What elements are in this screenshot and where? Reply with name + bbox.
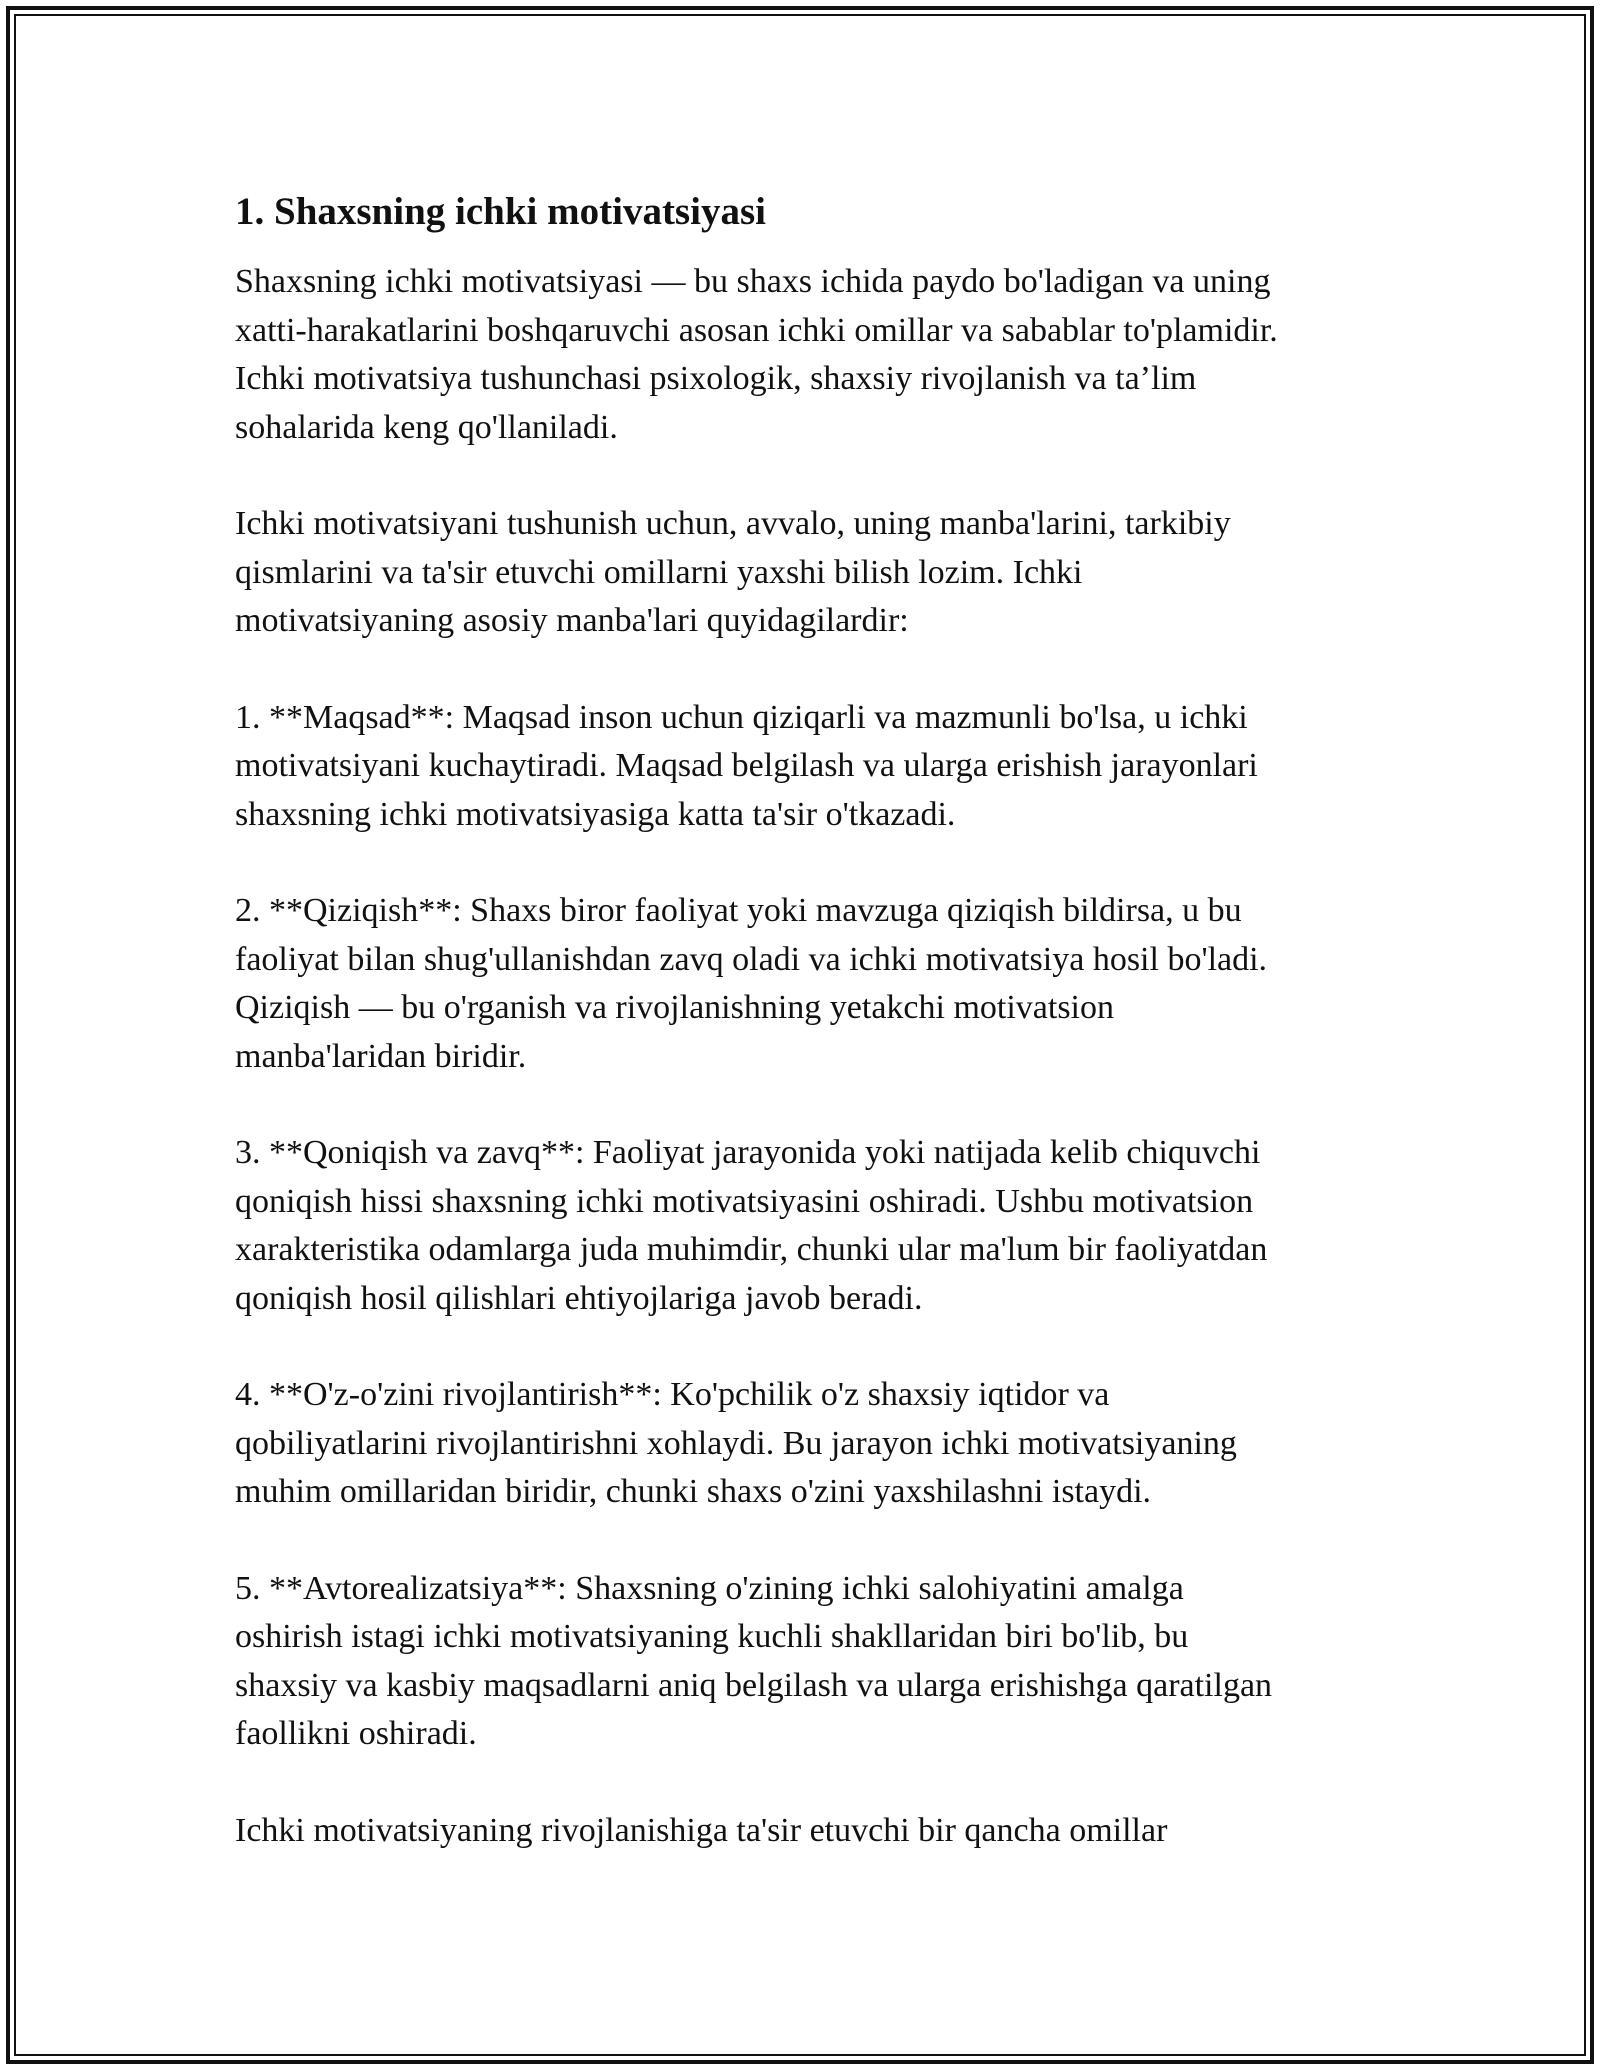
list-item-rivojlantirish: 4. **O'z-o'zini rivojlantirish**: Ko'pchilik o'z shaxsiy iqtidor va qobiliyatlarini rivojlantirishni xohlaydi. Bu jarayon ichki motivatsiyaning muhim omillaridan biridir, chunki shaxs o'zini yaxshilashni istaydi. [235, 1376, 1237, 1510]
list-item-qiziqish: 2. **Qiziqish**: Shaxs biror faoliyat yoki mavzuga qiziqish bildirsa, u bu faoliyat bilan shug'ullanishdan zavq oladi va ichki motivatsiya hosil bo'ladi. Qiziqish — bu o'rganish va rivojlanishning yetakchi motivatsion manba'laridan biridir. [235, 892, 1268, 1075]
document-body [235, 186, 1385, 1903]
paragraph-closing: Ichki motivatsiyaning rivojlanishiga ta'sir etuvchi bir qancha omillar [235, 1811, 1168, 1849]
list-item-maqsad: 1. **Maqsad**: Maqsad inson uchun qiziqarli va mazmunli bo'lsa, u ichki motivatsiyani kuchaytiradi. Maqsad belgilash va ularga erishish jarayonlari shaxsning ichki motivatsiyasiga katta ta'sir o'tkazadi. [235, 698, 1258, 833]
page-title: 1. Shaxsning ichki motivatsiyasi [235, 190, 766, 233]
paragraph-intro: Shaxsning ichki motivatsiyasi — bu shaxs ichida paydo bo'ladigan va uning xatti-harakatlarini boshqaruvchi asosan ichki omillar va sabablar to'plamidir. Ichki motivatsiya tushunchasi psixologik, shaxsiy rivojlanish va ta’lim sohalarida keng qo'llaniladi. [235, 263, 1278, 446]
list-item-avtorealizatsiya: 5. **Avtorealizatsiya**: Shaxsning o'zining ichki salohiyatini amalga oshirish istagi ichki motivatsiyaning kuchli shakllaridan biri bo'lib, bu shaxsiy va kasbiy maqsadlarni aniq belgilash va ularga erishishga qaratilgan faollikni oshiradi. [235, 1569, 1273, 1752]
list-item-qoniqish: 3. **Qoniqish va zavq**: Faoliyat jarayonida yoki natijada kelib chiquvchi qoniqish hissi shaxsning ichki motivatsiyasini oshiradi. Ushbu motivatsion xarakteristika odamlarga juda muhimdir, chunki ular ma'lum bir faoliyatdan qoniqish hosil qilishlari ehtiyojlariga javob beradi. [235, 1134, 1268, 1317]
paragraph-sources-intro: Ichki motivatsiyani tushunish uchun, avvalo, uning manba'larini, tarkibiy qismlarini va ta'sir etuvchi omillarni yaxshi bilish lozim. Ichki motivatsiyaning asosiy manba'lari quyidagilardir: [235, 505, 1231, 639]
